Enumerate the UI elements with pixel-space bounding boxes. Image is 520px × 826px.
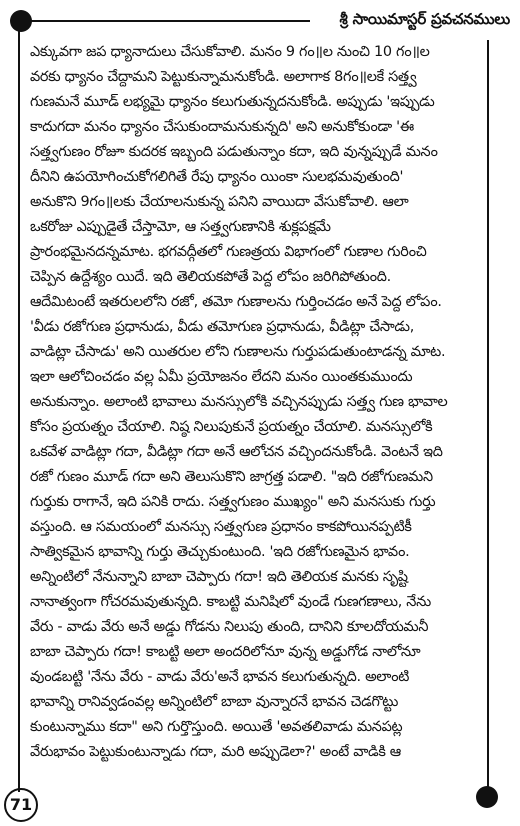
text-line: ఆదేమిటంటే ఇతరులలోని రజో, తమో గుణాలను గుర్తించడం అనే పెద్ద లోపం. [30, 294, 442, 310]
text-line: అనుకున్నాం. అలాంటి భావాలు మనస్సులోకి వచ్చినప్పుడు సత్త్వ గుణ భావాల [30, 394, 448, 410]
text-line: వుండబట్టి 'నేను వేరు - వాడు వేరు'అనే భావన కలుగుతున్నది. అలాంటి [30, 669, 409, 685]
body-text [30, 40, 486, 765]
text-line: చెప్పిన ఉద్దేశ్యం యిదే. ఇది తెలియకపోతే పెద్ద లోపం జరిగిపోతుంది. [30, 269, 391, 285]
text-line: రజో గుణం మూడ్ గదా అని తెలుసుకొని జాగ్రత్త పడాలి. "ఇది రజోగుణమని [30, 469, 433, 485]
text-line: ఒకరోజు ఎప్పుడైతే చేస్తామో, ఆ సత్త్వగుణానికి శుక్లపక్షమే [30, 219, 331, 235]
text-line: నానాత్వంగా గోచరమవుతున్నది. కాబట్టి మనిషిలో వుండే గుణగణాలు, నేను [30, 594, 431, 610]
text-line: 'వీడు రజోగుణ ప్రధానుడు, వీడు తమోగుణ ప్రధానుడు, వీడిట్లా చేసాడు, [30, 319, 414, 335]
page-number: 71 [4, 788, 38, 822]
running-header: శ్రీ సాయిమాస్టర్ ప్రవచనములు [310, 8, 514, 30]
text-line: దీనిని ఉపయోగించుకోగలిగితే రేపు ధ్యానం యింకా సులభమవుతుంది' [30, 169, 404, 185]
text-line: వాడిట్లా చేసాడు' అని యితరుల లోని గుణాలను గుర్తుపడుతుంటాడన్న మాట. [30, 344, 446, 360]
text-line: సత్త్వగుణం రోజూ కుదరక ఇబ్బంది పడుతున్నాం కదా, ఇది వున్నప్పుడే మనం [30, 144, 438, 160]
text-line: ఒకవేళ వాడిట్లా గదా, వీడిట్లా గదా అనే ఆలోచన వచ్చిందనుకోండి. వెంటనే ఇది [30, 444, 443, 460]
text-line: కాదుగదా మనం ధ్యానం చేసుకుందామనుకున్నది' అని అనుకోకుండా 'ఈ [30, 119, 414, 135]
text-line: వరకు ధ్యానం చేద్దామని పెట్టుకున్నామనుకోండి. అలాగాక 8గం॥లకే సత్త్వ [30, 69, 417, 85]
text-line: వేరు - వాడు వేరు అనే అడ్డు గోడను నిలుపు తుంది, దానిని కూలదోయమనీ [30, 619, 429, 635]
text-line: కోసం ప్రయత్నం చేయాలి. నిష్ఠ నిలుపుకునే ప్రయత్నం చేయాలి. మనస్సులోకి [30, 419, 433, 435]
corner-dot-bottom-right [476, 786, 498, 808]
text-line: భావాన్ని రానివ్వడంవల్ల అన్నింటిలో బాబా వున్నారనే భావన చెడగొట్టు [30, 694, 399, 710]
text-line: వస్తుంది. ఆ సమయంలో మనస్సు సత్త్వగుణ ప్రధానం కాకపోయినప్పటికీ [30, 519, 412, 535]
text-line: ప్రారంభమైనదన్నమాట. భగవద్గీతలో గుణత్రయ విభాగంలో గుణాల గురించి [30, 244, 427, 260]
text-line: ఇలా ఆలోచించడం వల్ల ఏమీ ప్రయోజనం లేదని మనం యింతకుముందు [30, 369, 413, 385]
text-line: సాత్వికమైన భావాన్ని గుర్తు తెచ్చుకుంటుంది. 'ఇది రజోగుణమైన భావం. [30, 544, 410, 560]
text-line: గుర్తుకు రాగానే, ఇది పనికి రాదు. సత్త్వగుణం ముఖ్యం" అని మనసుకు గుర్తు [30, 494, 436, 510]
text-line: బాబా చెప్పారు గదా! కాబట్టి అలా అందరిలోనూ వున్న అడ్డుగోడ నాలోనూ [30, 644, 421, 660]
text-line: అన్నింటిలో నేనున్నాని బాబా చెప్పారు గదా! ఇది తెలియక మనకు సృష్టి [30, 569, 408, 585]
page-border-right [487, 40, 489, 800]
text-line: కుంటున్నాము కదా" అని గుర్తొస్తుంది. అయితే 'అవతలివాడు మనపట్ల [30, 719, 403, 735]
text-line: అనుకొని 9గం॥లకు చేయాలనుకున్న పనిని వాయిదా వేసుకోవాలి. ఆలా [30, 194, 409, 210]
text-line: గుణమనే మూడ్ లభ్యమై ధ్యానం కలుగుతున్నదనుకోండి. అప్పుడు 'ఇప్పుడు [30, 94, 435, 110]
text-line: ఎక్కువగా జప ధ్యానాదులు చేసుకోవాలి. మనం 9 గం॥ల నుంచి 10 గం॥ల [30, 44, 430, 60]
text-line: వేరుభావం పెట్టుకుంటున్నాడు గదా, మరి అప్పుడెలా?' అంటే వాడికి ఆ [30, 744, 401, 760]
corner-dot-top-left [10, 10, 32, 32]
